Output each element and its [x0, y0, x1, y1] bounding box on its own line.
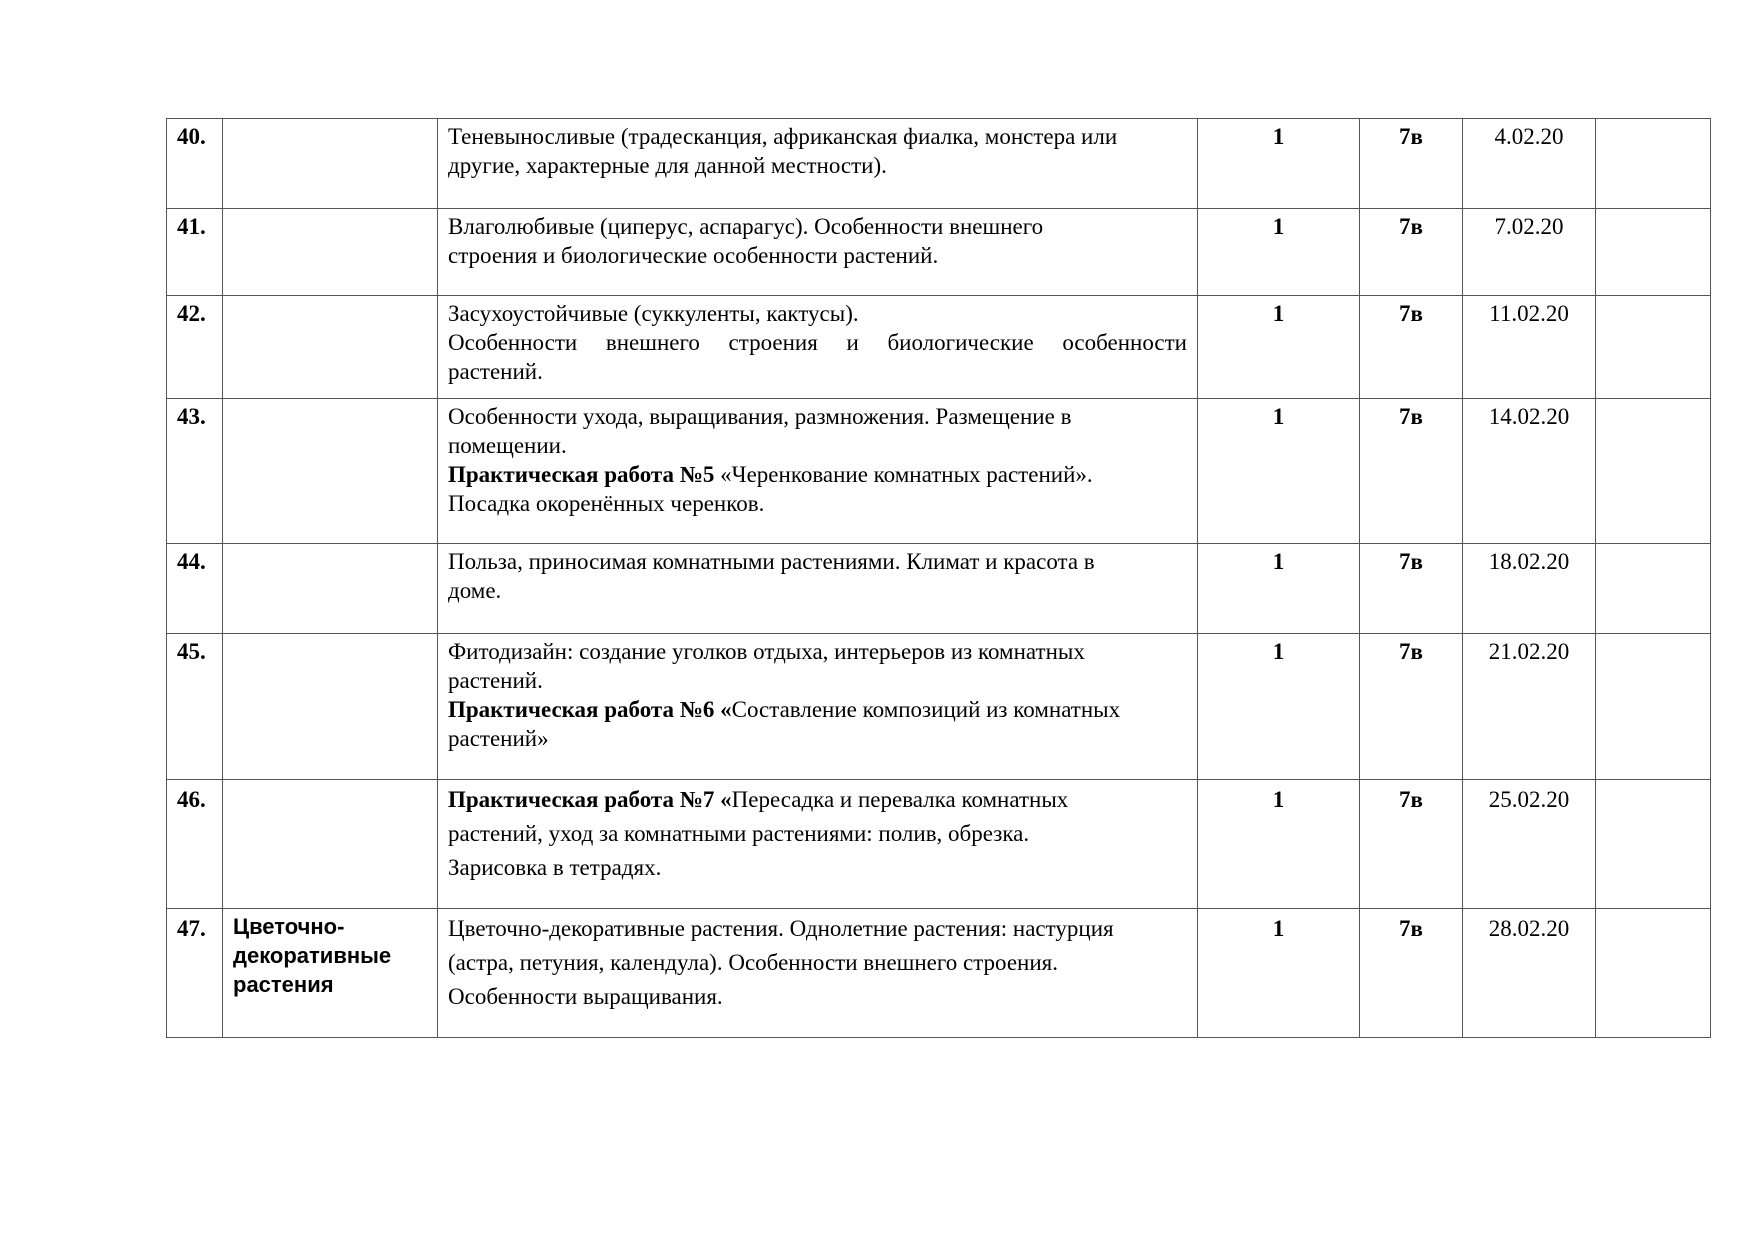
section-line: Цветочно-: [233, 914, 345, 939]
topic-line: (астра, петуния, календула). Особенности внешнего строения.: [448, 950, 1058, 975]
notes-cell: [1596, 909, 1711, 1038]
hours-cell: 1: [1198, 544, 1360, 634]
table-row: [167, 634, 1711, 780]
hours-cell: 1: [1198, 909, 1360, 1038]
notes-cell: [1596, 634, 1711, 780]
practical-label: Практическая работа №7 «: [448, 787, 732, 812]
hours-cell: 1: [1198, 209, 1360, 296]
table-row: [167, 119, 1711, 209]
table-row: [167, 909, 1711, 1038]
topic-line: растений.: [448, 668, 543, 693]
topic-cell: [438, 119, 1198, 209]
practical-label: Практическая работа №6 «: [448, 697, 732, 722]
topic-cell: [438, 209, 1198, 296]
topic-cell: [438, 780, 1198, 909]
section-cell: [223, 634, 438, 780]
notes-cell: [1596, 119, 1711, 209]
topic-line: Засухоустойчивые (суккуленты, кактусы).: [448, 301, 859, 326]
practical-title: «Черенкование комнатных растений».: [714, 462, 1093, 487]
topic-line: Посадка окоренённых черенков.: [448, 491, 765, 516]
topic-cell: [438, 909, 1198, 1038]
topic-cell: [438, 634, 1198, 780]
notes-cell: [1596, 544, 1711, 634]
practical-title: Пересадка и перевалка комнатных: [731, 787, 1069, 812]
table-row: [167, 544, 1711, 634]
section-cell: [223, 909, 438, 1038]
table-row: [167, 209, 1711, 296]
topic-line: растений»: [448, 726, 549, 751]
date-cell: 21.02.20: [1463, 634, 1596, 780]
class-cell: 7в: [1360, 119, 1463, 209]
hours-cell: 1: [1198, 780, 1360, 909]
notes-cell: [1596, 780, 1711, 909]
notes-cell: [1596, 399, 1711, 544]
topic-cell: [438, 296, 1198, 399]
date-cell: 7.02.20: [1463, 209, 1596, 296]
lesson-plan-table: [166, 118, 1711, 1038]
hours-cell: 1: [1198, 119, 1360, 209]
topic-line: Фитодизайн: создание уголков отдыха, интерьеров из комнатных: [448, 639, 1085, 664]
section-cell: [223, 544, 438, 634]
class-cell: 7в: [1360, 544, 1463, 634]
topic-cell: [438, 544, 1198, 634]
practical-label: Практическая работа №5: [448, 462, 715, 487]
topic-line: Зарисовка в тетрадях.: [448, 855, 662, 880]
section-line: растения: [233, 972, 334, 997]
topic-line: Влаголюбивые (циперус, аспарагус). Особенности внешнего: [448, 214, 1044, 239]
topic-line: Теневыносливые (традесканция, африканская фиалка, монстера или: [448, 124, 1118, 149]
table-row: [167, 780, 1711, 909]
topic-line: растений.: [448, 359, 543, 384]
class-cell: 7в: [1360, 909, 1463, 1038]
lesson-number: 42.: [167, 296, 223, 399]
class-cell: 7в: [1360, 296, 1463, 399]
section-cell: [223, 209, 438, 296]
lesson-number: 45.: [167, 634, 223, 780]
hours-cell: 1: [1198, 634, 1360, 780]
practical-line: [448, 695, 1187, 724]
topic-cell: [438, 399, 1198, 544]
date-cell: 28.02.20: [1463, 909, 1596, 1038]
lesson-number: 46.: [167, 780, 223, 909]
date-cell: 18.02.20: [1463, 544, 1596, 634]
date-cell: 14.02.20: [1463, 399, 1596, 544]
table-row: [167, 296, 1711, 399]
table-row: [167, 399, 1711, 544]
topic-line: другие, характерные для данной местности).: [448, 153, 887, 178]
class-cell: 7в: [1360, 399, 1463, 544]
topic-line: Польза, приносимая комнатными растениями. Климат и красота в: [448, 549, 1095, 574]
lesson-number: 41.: [167, 209, 223, 296]
hours-cell: 1: [1198, 296, 1360, 399]
section-cell: [223, 780, 438, 909]
notes-cell: [1596, 296, 1711, 399]
topic-line: Особенности ухода, выращивания, размножения. Размещение в: [448, 404, 1072, 429]
section-line: декоративные: [233, 943, 392, 968]
date-cell: 25.02.20: [1463, 780, 1596, 909]
topic-line: Особенности выращивания.: [448, 984, 723, 1009]
practical-title: Составление композиций из комнатных: [731, 697, 1121, 722]
topic-line: растений, уход за комнатными растениями: полив, обрезка.: [448, 821, 1030, 846]
practical-line: [448, 783, 1187, 817]
lesson-number: 44.: [167, 544, 223, 634]
section-cell: [223, 119, 438, 209]
practical-line: [448, 460, 1187, 489]
topic-line: доме.: [448, 578, 502, 603]
hours-cell: 1: [1198, 399, 1360, 544]
notes-cell: [1596, 209, 1711, 296]
date-cell: 11.02.20: [1463, 296, 1596, 399]
class-cell: 7в: [1360, 780, 1463, 909]
class-cell: 7в: [1360, 634, 1463, 780]
lesson-number: 40.: [167, 119, 223, 209]
section-cell: [223, 296, 438, 399]
topic-line: строения и биологические особенности растений.: [448, 243, 939, 268]
topic-line: помещении.: [448, 433, 567, 458]
class-cell: 7в: [1360, 209, 1463, 296]
topic-line: Особенности внешнего строения и биологические особенности: [448, 330, 1187, 355]
lesson-number: 43.: [167, 399, 223, 544]
date-cell: 4.02.20: [1463, 119, 1596, 209]
lesson-number: 47.: [167, 909, 223, 1038]
section-cell: [223, 399, 438, 544]
topic-line: Цветочно-декоративные растения. Однолетние растения: настурция: [448, 916, 1114, 941]
